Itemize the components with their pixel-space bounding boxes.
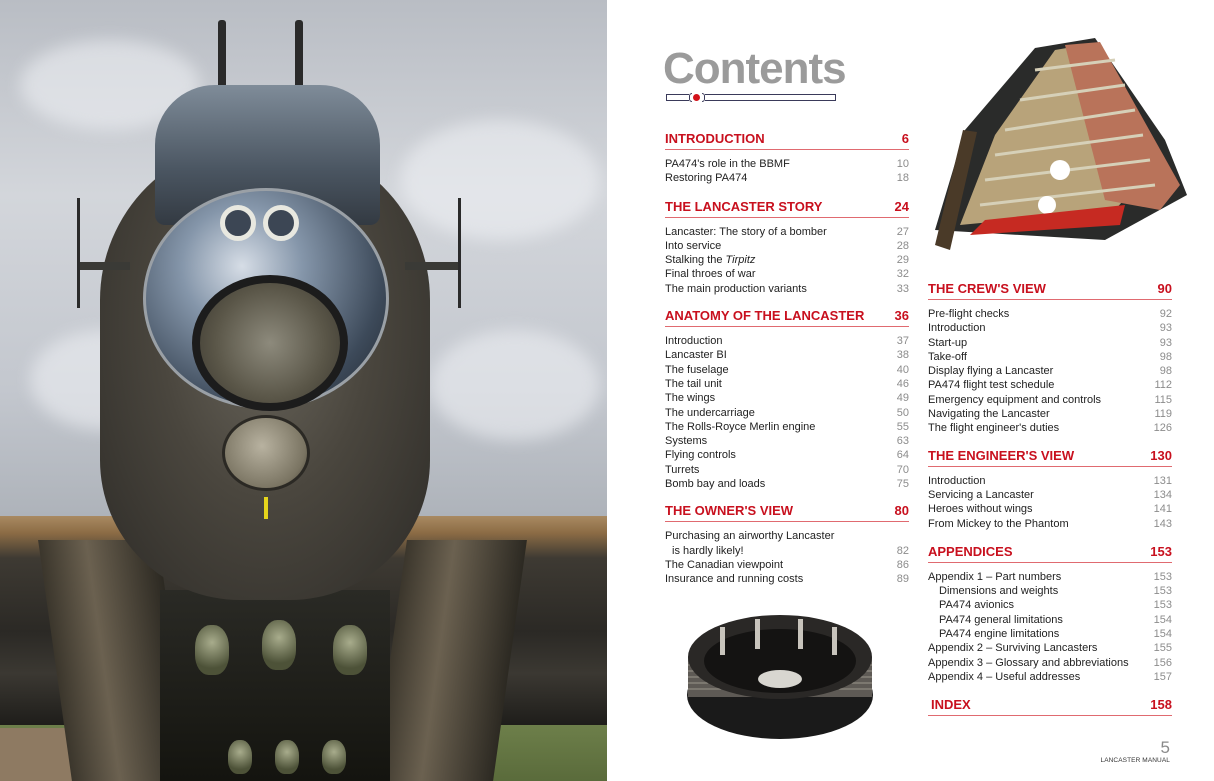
section-heading[interactable] xyxy=(665,199,909,218)
toc-entry-label: Purchasing an airworthy Lancaster xyxy=(665,530,835,543)
toc-entry[interactable] xyxy=(928,321,1172,335)
rule-bracket-left xyxy=(689,93,692,102)
toc-entry-label: Systems xyxy=(665,435,708,448)
toc-entry-page: 38 xyxy=(896,349,909,362)
toc-entry-label: The tail unit xyxy=(665,377,722,390)
section-heading-label: INTRODUCTION xyxy=(665,131,765,146)
section-index xyxy=(928,697,1172,716)
toc-entry-label: Start-up xyxy=(928,336,968,349)
toc-entry-page: 126 xyxy=(1153,422,1172,435)
toc-entry-page: 70 xyxy=(896,463,909,476)
section-heading-label: APPENDICES xyxy=(928,543,1013,559)
toc-entry[interactable] xyxy=(928,598,1172,612)
toc-entry[interactable] xyxy=(665,225,909,239)
pitot-arm xyxy=(80,262,130,270)
toc-entry[interactable] xyxy=(665,391,909,405)
toc-entry-label: PA474's role in the BBMF xyxy=(665,158,790,170)
toc-entry-label: Insurance and running costs xyxy=(665,573,804,586)
toc-entry-label: Introduction xyxy=(665,335,723,348)
toc-entry-page: 55 xyxy=(896,420,909,433)
section-anatomy xyxy=(665,308,909,491)
toc-entry-label: The Rolls-Royce Merlin engine xyxy=(665,420,816,433)
toc-entry-page: 27 xyxy=(896,225,909,238)
toc-entry-label: Navigating the Lancaster xyxy=(928,408,1050,421)
lightening-hole xyxy=(1050,160,1070,180)
section-introduction xyxy=(665,131,909,186)
toc-entry[interactable] xyxy=(665,477,909,491)
porthole xyxy=(263,205,299,241)
spacer xyxy=(928,684,1172,697)
section-heading-label: THE CREW'S VIEW xyxy=(928,281,1046,296)
page-number: 5 xyxy=(1160,738,1170,757)
cloud xyxy=(400,120,600,240)
toc-entry-label-italic: Tirpitz xyxy=(725,254,756,267)
toc-entry-page: 89 xyxy=(896,573,909,586)
section-heading-label: THE ENGINEER'S VIEW xyxy=(928,447,1075,463)
toc-entry[interactable] xyxy=(928,488,1172,502)
lightening-hole xyxy=(1038,196,1056,214)
toc-entry[interactable] xyxy=(928,307,1172,321)
toc-entry-page: 153 xyxy=(1153,585,1172,598)
toc-entry[interactable] xyxy=(928,421,1172,435)
toc-entry-page: 75 xyxy=(896,478,909,491)
toc-entry[interactable] xyxy=(665,171,909,185)
section-owners-view xyxy=(665,503,909,586)
section-heading-label: ANATOMY OF THE LANCASTER xyxy=(665,308,865,324)
section-crews-view xyxy=(928,281,1172,436)
toc-entry-label: The fuselage xyxy=(665,363,729,376)
toc-entry[interactable] xyxy=(665,558,909,572)
toc-entry-label: Introduction xyxy=(928,474,986,487)
toc-entry-page: 157 xyxy=(1153,670,1172,683)
toc-entry-label: Appendix 4 – Useful addresses xyxy=(928,670,1081,683)
page-folio xyxy=(1100,739,1170,764)
toc-entry[interactable] xyxy=(665,157,909,171)
toc-entry-page: 93 xyxy=(1159,322,1172,335)
section-heading[interactable] xyxy=(928,697,1172,716)
toc-entry[interactable] xyxy=(928,670,1172,684)
toc-entry[interactable] xyxy=(665,348,909,362)
toc-entry-label: The flight engineer's duties xyxy=(928,422,1060,435)
toc-entry-page: 98 xyxy=(1159,350,1172,363)
toc-entry-label: The Canadian viewpoint xyxy=(665,558,784,571)
bomb xyxy=(228,740,252,774)
toc-entry[interactable] xyxy=(928,584,1172,598)
bomb-aimer-window xyxy=(222,415,310,491)
spacer xyxy=(665,296,909,308)
toc-entry-label: Flying controls xyxy=(665,449,736,462)
bomb xyxy=(322,740,346,774)
toc-entry-page: 50 xyxy=(896,406,909,419)
spacer xyxy=(928,436,1172,448)
toc-entry[interactable] xyxy=(928,407,1172,421)
section-heading-page: 36 xyxy=(894,308,909,324)
toc-entry-label: Take-off xyxy=(928,350,967,363)
bomb xyxy=(333,625,367,675)
toc-entry[interactable] xyxy=(928,350,1172,364)
section-heading-page: 80 xyxy=(894,503,909,519)
contents-column-right xyxy=(928,281,1172,723)
toc-entry-label: PA474 avionics xyxy=(939,599,1015,612)
toc-entry[interactable] xyxy=(665,434,909,448)
toc-entry-page: 49 xyxy=(896,392,909,405)
toc-entry-page: 134 xyxy=(1153,488,1172,501)
toc-entry-page: 156 xyxy=(1153,656,1172,669)
section-heading-label: INDEX xyxy=(931,697,971,713)
section-heading-label: THE LANCASTER STORY xyxy=(665,198,823,214)
toc-entry-label: Introduction xyxy=(928,322,986,335)
red-dot-icon xyxy=(693,94,700,101)
toc-entry-page: 98 xyxy=(1159,365,1172,378)
running-footer: LANCASTER MANUAL xyxy=(1100,757,1170,764)
toc-entry-page: 46 xyxy=(896,377,909,390)
toc-entry[interactable] xyxy=(928,641,1172,655)
toc-entry[interactable] xyxy=(928,517,1172,531)
toc-entry-label: Appendix 3 – Glossary and abbreviations xyxy=(928,656,1129,669)
toc-entry-page: 131 xyxy=(1153,474,1172,487)
contents-column-left xyxy=(665,131,909,587)
toc-entry-label: Lancaster BI xyxy=(665,349,727,362)
toc-entry[interactable] xyxy=(928,656,1172,670)
section-heading-page: 6 xyxy=(901,131,909,146)
bomb xyxy=(262,620,296,670)
toc-entry-page: 40 xyxy=(896,363,909,376)
section-heading-label: THE OWNER'S VIEW xyxy=(665,503,794,519)
toc-entry-page: 86 xyxy=(896,558,909,571)
toc-entry-page: 32 xyxy=(896,268,909,281)
toc-entry[interactable] xyxy=(665,363,909,377)
section-heading[interactable] xyxy=(928,448,1172,467)
toc-entry-line2 xyxy=(665,544,909,558)
toc-entry-label xyxy=(665,253,755,267)
section-heading[interactable] xyxy=(928,544,1172,563)
toc-entry-page: 154 xyxy=(1153,628,1172,641)
cloud xyxy=(430,330,600,440)
ring-hub xyxy=(758,670,802,688)
toc-entry-label: Lancaster: The story of a bomber xyxy=(665,225,827,238)
toc-entry[interactable] xyxy=(928,474,1172,488)
toc-entry-label: The undercarriage xyxy=(665,406,755,419)
toc-entry[interactable] xyxy=(665,239,909,253)
toc-entry-page: 153 xyxy=(1153,599,1172,612)
toc-entry-label: Dimensions and weights xyxy=(939,585,1059,598)
section-heading[interactable] xyxy=(928,281,1172,300)
toc-entry-label: Appendix 2 – Surviving Lancasters xyxy=(928,642,1098,655)
spacer xyxy=(928,531,1172,544)
toc-entry-label: From Mickey to the Phantom xyxy=(928,517,1069,530)
toc-entry-page: 92 xyxy=(1159,308,1172,320)
toc-entry-page: 64 xyxy=(896,449,909,462)
toc-entry[interactable] xyxy=(665,420,909,434)
toc-entry-label: Bomb bay and loads xyxy=(665,478,766,491)
toc-entry-label: The main production variants xyxy=(665,282,807,295)
toc-entry-page: 112 xyxy=(1154,379,1172,392)
toc-entry-label: PA474 general limitations xyxy=(939,613,1063,626)
toc-entry-page: 28 xyxy=(896,239,909,252)
toc-entry-label: PA474 flight test schedule xyxy=(928,379,1055,392)
toc-entry[interactable] xyxy=(928,336,1172,350)
toc-entry-label: Into service xyxy=(665,239,722,252)
toc-entry-page: 93 xyxy=(1159,336,1172,349)
toc-entry-label: Pre-flight checks xyxy=(928,308,1010,320)
section-heading[interactable] xyxy=(665,503,909,522)
yellow-marker xyxy=(264,497,268,519)
section-heading-page: 158 xyxy=(1150,697,1172,713)
toc-entry-page: 115 xyxy=(1154,393,1172,406)
toc-entry-page: 10 xyxy=(896,158,909,170)
antenna xyxy=(77,198,80,308)
toc-entry[interactable] xyxy=(928,378,1172,392)
toc-entry-page: 141 xyxy=(1153,503,1172,516)
bomb xyxy=(195,625,229,675)
antenna xyxy=(458,198,461,308)
toc-entry-page: 119 xyxy=(1154,408,1172,421)
spacer xyxy=(665,186,909,199)
toc-entry[interactable] xyxy=(665,334,909,348)
toc-entry-label: Appendix 1 – Part numbers xyxy=(928,570,1062,583)
toc-entry[interactable] xyxy=(928,627,1172,641)
toc-entry-page: 18 xyxy=(896,172,909,185)
toc-entry[interactable] xyxy=(665,406,909,420)
toc-entry-page: 82 xyxy=(896,544,909,557)
pitot-arm xyxy=(405,262,460,270)
section-heading-page: 90 xyxy=(1157,281,1172,296)
toc-entry[interactable] xyxy=(665,448,909,462)
toc-entry[interactable] xyxy=(928,613,1172,627)
section-engineers-view xyxy=(928,448,1172,531)
toc-entry-page: 37 xyxy=(896,335,909,348)
nose-turret xyxy=(192,275,348,411)
toc-entry[interactable] xyxy=(665,572,909,586)
toc-entry[interactable] xyxy=(928,570,1172,584)
toc-entry-page: 154 xyxy=(1153,613,1172,626)
toc-entry[interactable] xyxy=(665,282,909,296)
section-heading-page: 130 xyxy=(1150,447,1172,463)
toc-entry-label: Heroes without wings xyxy=(928,503,1033,516)
toc-entry-page: 155 xyxy=(1153,642,1172,655)
section-heading[interactable] xyxy=(665,131,909,150)
section-lancaster-story xyxy=(665,199,909,296)
toc-entry-label: Final throes of war xyxy=(665,268,756,281)
toc-entry-label: Servicing a Lancaster xyxy=(928,488,1034,501)
toc-entry-page: 143 xyxy=(1153,517,1172,530)
toc-entry-label-continued: is hardly likely! xyxy=(672,544,744,557)
toc-entry-label-text: Stalking the xyxy=(665,254,726,267)
toc-entry-label: PA474 engine limitations xyxy=(939,628,1060,641)
toc-entry[interactable] xyxy=(928,393,1172,407)
toc-entry[interactable] xyxy=(665,267,909,281)
toc-entry-page: 29 xyxy=(896,254,909,267)
spacer xyxy=(665,491,909,503)
toc-entry-label: Restoring PA474 xyxy=(665,172,748,185)
toc-entry-page: 63 xyxy=(896,435,909,448)
toc-entry[interactable] xyxy=(665,529,909,558)
toc-entry-page: 33 xyxy=(896,282,909,295)
page-title: Contents xyxy=(663,44,846,93)
toc-entry[interactable] xyxy=(928,364,1172,378)
bomb xyxy=(275,740,299,774)
toc-entry[interactable] xyxy=(665,253,909,267)
toc-entry-label: Emergency equipment and controls xyxy=(928,393,1102,406)
title-rule-ornament xyxy=(666,94,836,101)
section-heading-page: 24 xyxy=(894,198,909,214)
toc-entry[interactable] xyxy=(665,377,909,391)
toc-entry-page: 153 xyxy=(1153,570,1172,583)
engine-ring-photo xyxy=(680,607,880,743)
toc-entry[interactable] xyxy=(665,463,909,477)
section-heading[interactable] xyxy=(665,308,909,327)
section-heading-page: 153 xyxy=(1150,543,1172,559)
section-appendices xyxy=(928,544,1172,684)
porthole xyxy=(220,205,256,241)
wing-section-photo xyxy=(925,20,1203,250)
toc-entry-label: Display flying a Lancaster xyxy=(928,365,1054,378)
toc-entry-label: Turrets xyxy=(665,463,700,476)
toc-entry[interactable] xyxy=(928,502,1172,516)
toc-entry-label: The wings xyxy=(665,392,716,405)
